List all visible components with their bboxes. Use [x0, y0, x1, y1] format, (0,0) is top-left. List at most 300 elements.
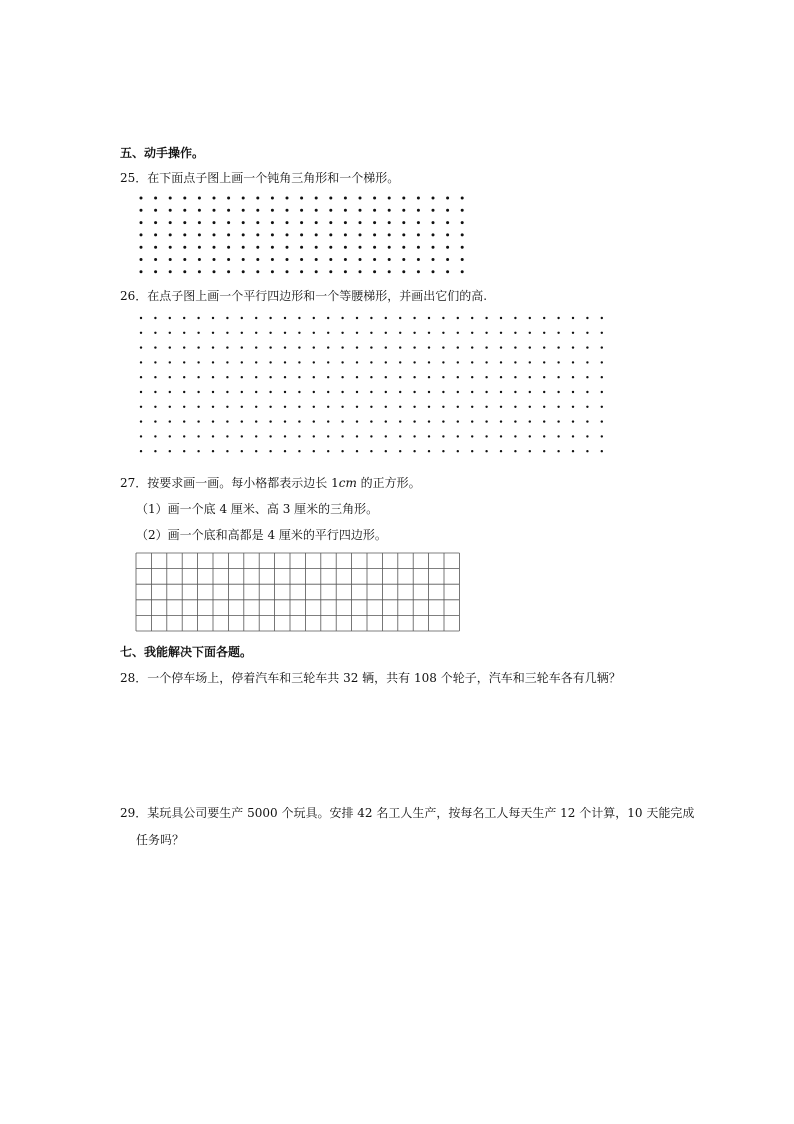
- grid-dot: [212, 346, 214, 348]
- grid-dot: [529, 332, 531, 334]
- grid-dot: [500, 376, 502, 378]
- grid-dot: [356, 346, 358, 348]
- grid-dot: [344, 197, 347, 200]
- grid-dot: [140, 450, 142, 452]
- grid-dot: [140, 221, 143, 224]
- grid-dot: [242, 270, 245, 273]
- grid-dot: [413, 361, 415, 363]
- grid-dot: [461, 233, 464, 236]
- grid-dot: [457, 406, 459, 408]
- grid-dot: [298, 406, 300, 408]
- grid-dot: [442, 332, 444, 334]
- grid-dot: [341, 420, 343, 422]
- grid-dot: [197, 420, 199, 422]
- grid-dot: [154, 270, 157, 273]
- grid-dot: [413, 435, 415, 437]
- grid-dot: [601, 346, 603, 348]
- grid-dot: [428, 376, 430, 378]
- grid-dot: [601, 332, 603, 334]
- grid-dot: [329, 246, 332, 249]
- grid-dot: [402, 209, 405, 212]
- grid-dot: [183, 450, 185, 452]
- grid-dot: [212, 332, 214, 334]
- grid-dot: [255, 346, 257, 348]
- grid-dot: [399, 406, 401, 408]
- grid-dot: [402, 246, 405, 249]
- grid-dot: [300, 209, 303, 212]
- grid-dot: [298, 420, 300, 422]
- grid-dot: [373, 233, 376, 236]
- grid-dot: [242, 233, 245, 236]
- grid-dot: [212, 376, 214, 378]
- grid-dot: [402, 270, 405, 273]
- grid-dot: [242, 221, 245, 224]
- grid-dot: [399, 317, 401, 319]
- question-29-continued: 任务吗？: [136, 833, 185, 847]
- grid-dot: [500, 420, 502, 422]
- grid-dot: [269, 332, 271, 334]
- grid-dot: [461, 197, 464, 200]
- grid-dot: [154, 346, 156, 348]
- grid-dot: [212, 317, 214, 319]
- grid-dot: [169, 450, 171, 452]
- grid-dot: [413, 376, 415, 378]
- grid-dot: [255, 376, 257, 378]
- grid-dot: [344, 246, 347, 249]
- grid-dot: [212, 391, 214, 393]
- grid-dot: [298, 346, 300, 348]
- grid-dot: [255, 435, 257, 437]
- grid-dot: [327, 406, 329, 408]
- grid-dot: [300, 233, 303, 236]
- grid-dot: [197, 450, 199, 452]
- dot-grid-q26[interactable]: [130, 310, 610, 460]
- grid-dot: [385, 361, 387, 363]
- grid-dot: [432, 197, 435, 200]
- grid-dot: [557, 332, 559, 334]
- grid-dot: [284, 346, 286, 348]
- grid-dot: [417, 270, 420, 273]
- grid-dot: [329, 258, 332, 261]
- grid-dot: [446, 233, 449, 236]
- grid-dot: [413, 406, 415, 408]
- grid-dot: [213, 197, 216, 200]
- grid-dot: [399, 361, 401, 363]
- grid-dot: [197, 346, 199, 348]
- grid-dot: [373, 258, 376, 261]
- grid-dot: [140, 270, 143, 273]
- grid-dot: [183, 317, 185, 319]
- grid-dot: [271, 258, 274, 261]
- grid-dot: [140, 332, 142, 334]
- grid-dot: [227, 270, 230, 273]
- grid-dot: [417, 197, 420, 200]
- grid-dot: [271, 209, 274, 212]
- grid-dot: [212, 450, 214, 452]
- grid-dot: [356, 332, 358, 334]
- grid-dot: [256, 258, 259, 261]
- section-five-title: 五、动手操作。: [120, 146, 205, 160]
- question-28: 28．一个停车场上，停着汽车和三轮车共 32 辆，共有 108 个轮子，汽车和三轮车各有几辆？: [120, 671, 621, 685]
- grid-dot: [183, 332, 185, 334]
- grid-dot: [227, 221, 230, 224]
- grid-dot: [169, 221, 172, 224]
- grid-dot: [183, 258, 186, 261]
- grid-dot: [327, 332, 329, 334]
- grid-dot: [514, 420, 516, 422]
- grid-dot: [198, 197, 201, 200]
- dot-grid-q25[interactable]: [130, 190, 475, 278]
- grid-dot: [154, 376, 156, 378]
- grid-dot: [529, 391, 531, 393]
- grid-dot: [344, 209, 347, 212]
- grid-dot: [183, 233, 186, 236]
- grid-dot: [154, 233, 157, 236]
- grid-dot: [529, 420, 531, 422]
- grid-dot: [442, 450, 444, 452]
- grid-dot: [417, 246, 420, 249]
- grid-dot: [255, 391, 257, 393]
- grid-dot: [399, 420, 401, 422]
- grid-dot: [385, 376, 387, 378]
- grid-dot: [269, 317, 271, 319]
- grid-dot: [344, 270, 347, 273]
- grid-dot: [169, 246, 172, 249]
- grid-dot: [572, 420, 574, 422]
- grid-dot: [586, 376, 588, 378]
- grid-dot: [557, 435, 559, 437]
- grid-dot: [428, 332, 430, 334]
- grid-dot: [183, 406, 185, 408]
- grid-dot: [212, 406, 214, 408]
- grid-dot: [169, 197, 172, 200]
- grid-dot: [370, 376, 372, 378]
- grid-dot: [428, 420, 430, 422]
- grid-dot: [572, 317, 574, 319]
- grid-dot: [255, 317, 257, 319]
- grid-dot: [300, 246, 303, 249]
- grid-dot: [359, 221, 362, 224]
- square-grid-q27[interactable]: [135, 552, 465, 634]
- grid-dot: [370, 332, 372, 334]
- grid-dot: [572, 450, 574, 452]
- grid-dot: [315, 221, 318, 224]
- grid-dot: [417, 221, 420, 224]
- grid-dot: [284, 406, 286, 408]
- grid-dot: [370, 361, 372, 363]
- grid-dot: [255, 450, 257, 452]
- grid-dot: [298, 376, 300, 378]
- grid-dot: [140, 197, 143, 200]
- grid-dot: [446, 221, 449, 224]
- grid-dot: [226, 435, 228, 437]
- grid-dot: [428, 361, 430, 363]
- grid-dot: [356, 406, 358, 408]
- grid-dot: [601, 420, 603, 422]
- grid-dot: [399, 346, 401, 348]
- grid-dot: [169, 346, 171, 348]
- grid-dot: [298, 435, 300, 437]
- grid-dot: [284, 361, 286, 363]
- grid-dot: [572, 406, 574, 408]
- grid-dot: [198, 221, 201, 224]
- grid-dot: [446, 197, 449, 200]
- grid-dot: [402, 197, 405, 200]
- grid-dot: [557, 450, 559, 452]
- grid-dot: [169, 435, 171, 437]
- grid-dot: [529, 361, 531, 363]
- grid-dot: [241, 450, 243, 452]
- grid-dot: [256, 209, 259, 212]
- grid-dot: [461, 209, 464, 212]
- grid-dot: [485, 317, 487, 319]
- grid-dot: [586, 420, 588, 422]
- grid-dot: [269, 406, 271, 408]
- grid-dot: [344, 221, 347, 224]
- grid-dot: [485, 406, 487, 408]
- grid-dot: [198, 258, 201, 261]
- grid-dot: [413, 317, 415, 319]
- grid-dot: [154, 435, 156, 437]
- grid-dot: [500, 361, 502, 363]
- grid-dot: [399, 376, 401, 378]
- grid-dot: [298, 317, 300, 319]
- grid-dot: [242, 209, 245, 212]
- grid-dot: [197, 317, 199, 319]
- grid-dot: [256, 197, 259, 200]
- grid-dot: [341, 361, 343, 363]
- grid-dot: [428, 391, 430, 393]
- grid-dot: [315, 209, 318, 212]
- question-27-part-1: （1）画一个底 4 厘米、高 3 厘米的三角形。: [136, 502, 379, 516]
- grid-dot: [269, 346, 271, 348]
- grid-dot: [197, 391, 199, 393]
- grid-dot: [356, 317, 358, 319]
- grid-dot: [586, 406, 588, 408]
- grid-dot: [543, 332, 545, 334]
- grid-dot: [183, 246, 186, 249]
- grid-dot: [485, 361, 487, 363]
- grid-dot: [586, 346, 588, 348]
- grid-dot: [514, 450, 516, 452]
- grid-dot: [572, 346, 574, 348]
- grid-dot: [586, 450, 588, 452]
- grid-dot: [198, 270, 201, 273]
- grid-dot: [197, 361, 199, 363]
- grid-dot: [388, 209, 391, 212]
- grid-dot: [242, 246, 245, 249]
- grid-dot: [557, 420, 559, 422]
- grid-dot: [255, 420, 257, 422]
- grid-dot: [286, 221, 289, 224]
- grid-dot: [341, 317, 343, 319]
- grid-dot: [543, 435, 545, 437]
- grid-dot: [417, 209, 420, 212]
- grid-dot: [529, 435, 531, 437]
- grid-dot: [428, 317, 430, 319]
- grid-dot: [327, 391, 329, 393]
- grid-dot: [341, 406, 343, 408]
- grid-dot: [315, 246, 318, 249]
- grid-dot: [313, 361, 315, 363]
- grid-dot: [385, 435, 387, 437]
- grid-dot: [140, 435, 142, 437]
- grid-dot: [256, 233, 259, 236]
- grid-dot: [557, 406, 559, 408]
- grid-dot: [140, 258, 143, 261]
- grid-dot: [226, 420, 228, 422]
- grid-dot: [284, 450, 286, 452]
- grid-dot: [356, 361, 358, 363]
- grid-dot: [500, 391, 502, 393]
- grid-dot: [402, 233, 405, 236]
- grid-dot: [432, 209, 435, 212]
- grid-dot: [154, 406, 156, 408]
- grid-dot: [529, 450, 531, 452]
- grid-dot: [485, 420, 487, 422]
- grid-dot: [341, 332, 343, 334]
- grid-dot: [286, 233, 289, 236]
- grid-dot: [212, 420, 214, 422]
- grid-dot: [183, 197, 186, 200]
- grid-dot: [601, 450, 603, 452]
- grid-dot: [313, 406, 315, 408]
- grid-dot: [457, 346, 459, 348]
- grid-dot: [255, 361, 257, 363]
- grid-dot: [432, 258, 435, 261]
- grid-dot: [529, 317, 531, 319]
- grid-dot: [446, 209, 449, 212]
- grid-dot: [197, 376, 199, 378]
- grid-dot: [213, 258, 216, 261]
- grid-dot: [241, 420, 243, 422]
- grid-dot: [140, 406, 142, 408]
- grid-dot: [212, 435, 214, 437]
- grid-dot: [543, 361, 545, 363]
- grid-dot: [514, 406, 516, 408]
- grid-dot: [442, 406, 444, 408]
- grid-dot: [543, 391, 545, 393]
- grid-dot: [514, 376, 516, 378]
- grid-dot: [432, 221, 435, 224]
- grid-dot: [457, 391, 459, 393]
- grid-dot: [399, 391, 401, 393]
- grid-dot: [385, 406, 387, 408]
- grid-dot: [500, 346, 502, 348]
- grid-dot: [313, 317, 315, 319]
- grid-dot: [442, 420, 444, 422]
- grid-dot: [154, 420, 156, 422]
- grid-dot: [183, 376, 185, 378]
- question-27-text-end: 的正方形。: [356, 476, 421, 490]
- grid-dot: [471, 317, 473, 319]
- grid-dot: [402, 258, 405, 261]
- grid-dot: [428, 406, 430, 408]
- grid-dot: [446, 258, 449, 261]
- question-27-part-2: （2）画一个底和高都是 4 厘米的平行四边形。: [136, 528, 387, 542]
- grid-dot: [284, 420, 286, 422]
- grid-dot: [183, 221, 186, 224]
- grid-dot: [586, 391, 588, 393]
- grid-dot: [269, 361, 271, 363]
- grid-dot: [140, 361, 142, 363]
- grid-dot: [271, 233, 274, 236]
- grid-dot: [543, 420, 545, 422]
- grid-dot: [226, 346, 228, 348]
- grid-dot: [471, 406, 473, 408]
- grid-dot: [313, 332, 315, 334]
- grid-dot: [413, 450, 415, 452]
- question-27: [120, 475, 421, 491]
- grid-dot: [271, 270, 274, 273]
- grid-dot: [385, 450, 387, 452]
- grid-dot: [313, 450, 315, 452]
- grid-dot: [315, 270, 318, 273]
- grid-dot: [514, 361, 516, 363]
- grid-dot: [359, 209, 362, 212]
- grid-dot: [329, 221, 332, 224]
- grid-dot: [313, 420, 315, 422]
- grid-dot: [154, 391, 156, 393]
- grid-dot: [300, 221, 303, 224]
- grid-dot: [442, 346, 444, 348]
- grid-dot: [500, 317, 502, 319]
- grid-dot: [169, 332, 171, 334]
- grid-dot: [226, 450, 228, 452]
- grid-dot: [514, 317, 516, 319]
- grid-dot: [461, 221, 464, 224]
- grid-dot: [197, 435, 199, 437]
- grid-dot: [183, 270, 186, 273]
- grid-dot: [413, 420, 415, 422]
- grid-dot: [284, 435, 286, 437]
- grid-dot: [227, 246, 230, 249]
- grid-dot: [269, 450, 271, 452]
- grid-dot: [154, 317, 156, 319]
- grid-dot: [341, 450, 343, 452]
- grid-dot: [543, 376, 545, 378]
- grid-dot: [601, 435, 603, 437]
- grid-dot: [514, 391, 516, 393]
- grid-dot: [457, 317, 459, 319]
- grid-dot: [471, 346, 473, 348]
- grid-dot: [140, 376, 142, 378]
- grid-dot: [370, 406, 372, 408]
- grid-dot: [385, 317, 387, 319]
- grid-dot: [327, 317, 329, 319]
- grid-dot: [183, 361, 185, 363]
- grid-dot: [399, 450, 401, 452]
- grid-dot: [198, 246, 201, 249]
- grid-dot: [154, 332, 156, 334]
- grid-dot: [329, 233, 332, 236]
- grid-dot: [373, 270, 376, 273]
- grid-dot: [586, 332, 588, 334]
- grid-dot: [385, 420, 387, 422]
- grid-dot: [442, 376, 444, 378]
- grid-dot: [457, 361, 459, 363]
- grid-dot: [359, 197, 362, 200]
- grid-dot: [341, 435, 343, 437]
- grid-dot: [256, 246, 259, 249]
- grid-dot: [446, 270, 449, 273]
- grid-dot: [432, 270, 435, 273]
- grid-dot: [500, 406, 502, 408]
- grid-dot: [446, 246, 449, 249]
- grid-dot: [601, 361, 603, 363]
- grid-dot: [586, 317, 588, 319]
- grid-dot: [154, 258, 157, 261]
